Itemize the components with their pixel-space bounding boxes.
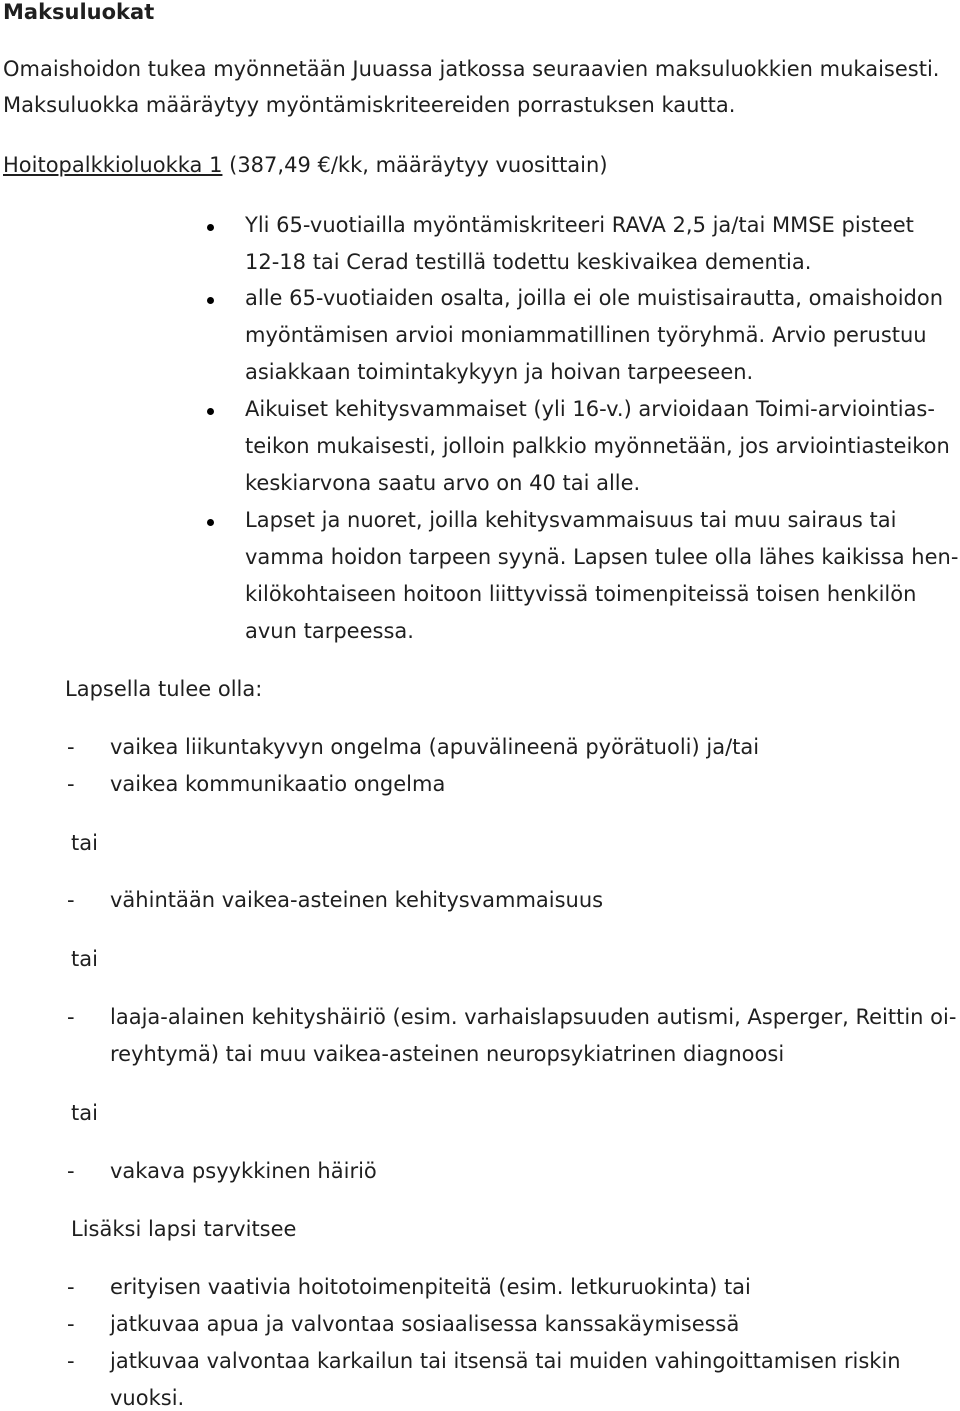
dash: - bbox=[67, 1159, 75, 1183]
dash: - bbox=[67, 1349, 75, 1373]
group-3-item-1-line-1: laaja-alainen kehityshäiriö (esim. varhaislapsuuden autismi, Asperger, Reittin oi- bbox=[110, 1005, 957, 1029]
dash: - bbox=[67, 772, 75, 796]
dash: - bbox=[67, 1005, 75, 1029]
or-label: tai bbox=[71, 831, 98, 855]
bullet-1-line-2: 12-18 tai Cerad testillä todettu keskivaikea dementia. bbox=[245, 250, 812, 274]
group-1-item-2: vaikea kommunikaatio ongelma bbox=[110, 772, 446, 796]
bullet-4-line-1: Lapset ja nuoret, joilla kehitysvammaisuus tai muu sairaus tai bbox=[245, 508, 897, 532]
bullet-dot bbox=[207, 408, 214, 415]
bullet-3-line-2: teikon mukaisesti, jolloin palkkio myönnetään, jos arviointiasteikon bbox=[245, 434, 950, 458]
bullet-2-line-2: myöntämisen arvioi moniammatillinen työryhmä. Arvio perustuu bbox=[245, 323, 927, 347]
class-1-label: Hoitopalkkioluokka 1 bbox=[3, 153, 223, 177]
dash: - bbox=[67, 888, 75, 912]
bullet-1-line-1: Yli 65-vuotiailla myöntämiskriteeri RAVA 2,5 ja/tai MMSE pisteet bbox=[245, 213, 914, 237]
dash: - bbox=[67, 1275, 75, 1299]
additionally-label: Lisäksi lapsi tarvitsee bbox=[71, 1217, 297, 1241]
class-1-heading bbox=[3, 153, 608, 177]
bullet-dot bbox=[207, 297, 214, 304]
or-label: tai bbox=[71, 1101, 98, 1125]
bullet-2-line-1: alle 65-vuotiaiden osalta, joilla ei ole muistisairautta, omaishoidon bbox=[245, 286, 944, 310]
bullet-4-line-2: vamma hoidon tarpeen syynä. Lapsen tulee olla lähes kaikissa hen- bbox=[245, 545, 959, 569]
intro-line-2: Maksuluokka määräytyy myöntämiskriteereiden porrastuksen kautta. bbox=[3, 93, 736, 117]
group-1-item-1: vaikea liikuntakyvyn ongelma (apuvälineenä pyörätuoli) ja/tai bbox=[110, 735, 760, 759]
need-2: jatkuvaa apua ja valvontaa sosiaalisessa kanssakäymisessä bbox=[110, 1312, 740, 1336]
bullet-3-line-1: Aikuiset kehitysvammaiset (yli 16-v.) arvioidaan Toimi-arviointias- bbox=[245, 397, 935, 421]
need-3-line-2: vuoksi. bbox=[110, 1386, 185, 1410]
need-1: erityisen vaativia hoitotoimenpiteitä (esim. letkuruokinta) tai bbox=[110, 1275, 751, 1299]
group-3-item-1-line-2: reyhtymä) tai muu vaikea-asteinen neuropsykiatrinen diagnoosi bbox=[110, 1042, 785, 1066]
intro-line-1: Omaishoidon tukea myönnetään Juuassa jatkossa seuraavien maksuluokkien mukaisesti. bbox=[3, 57, 940, 81]
bullet-4-line-4: avun tarpeessa. bbox=[245, 619, 414, 643]
bullet-4-line-3: kilökohtaiseen hoitoon liittyvissä toimenpiteissä toisen henkilön bbox=[245, 582, 917, 606]
group-2-item-1: vähintään vaikea-asteinen kehitysvammaisuus bbox=[110, 888, 604, 912]
dash: - bbox=[67, 1312, 75, 1336]
group-4-item-1: vakava psyykkinen häiriö bbox=[110, 1159, 377, 1183]
need-3-line-1: jatkuvaa valvontaa karkailun tai itsensä tai muiden vahingoittamisen riskin bbox=[110, 1349, 901, 1373]
or-label: tai bbox=[71, 947, 98, 971]
bullet-3-line-3: keskiarvona saatu arvo on 40 tai alle. bbox=[245, 471, 641, 495]
bullet-dot bbox=[207, 519, 214, 526]
bullet-dot bbox=[207, 224, 214, 231]
page-title: Maksuluokat bbox=[3, 0, 155, 24]
dash: - bbox=[67, 735, 75, 759]
bullet-2-line-3: asiakkaan toimintakykyyn ja hoivan tarpeeseen. bbox=[245, 360, 754, 384]
child-must-have-label: Lapsella tulee olla: bbox=[65, 677, 263, 701]
class-1-detail: (387,49 €/kk, määräytyy vuosittain) bbox=[222, 153, 608, 177]
